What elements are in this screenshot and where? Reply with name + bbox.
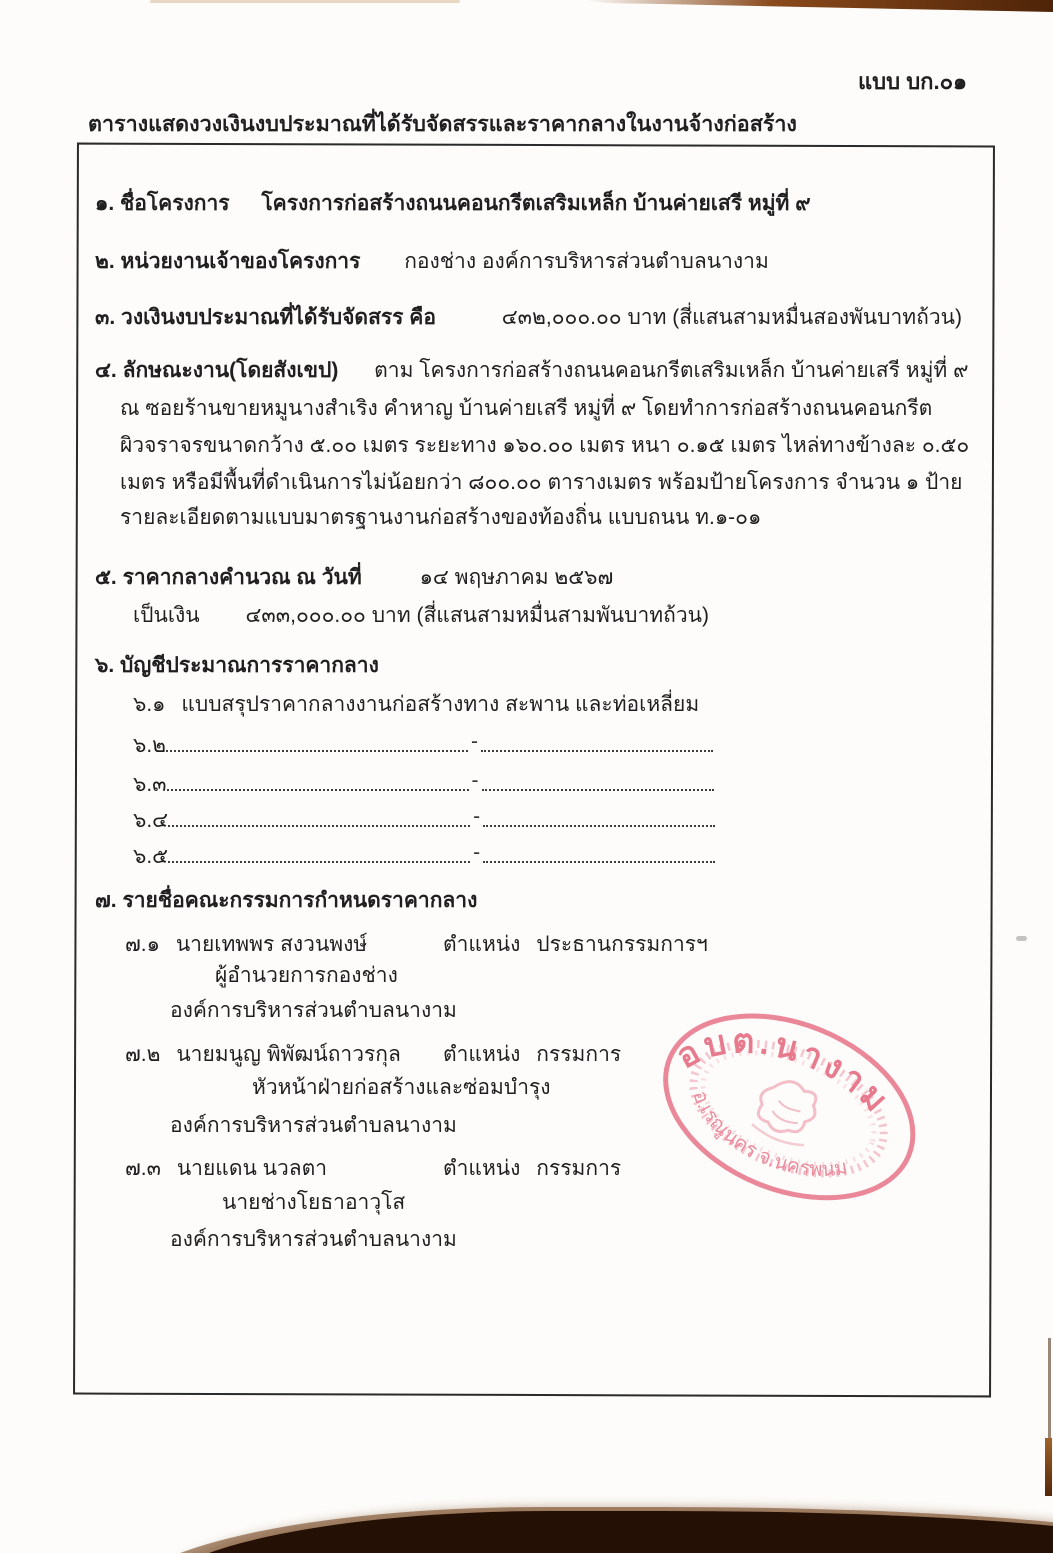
item4-line5: รายละเอียดตามแบบมาตรฐานงานก่อสร้างของท้องถิ่น แบบถนน ท.๑-๐๑ — [120, 506, 762, 529]
item6-sub1-row — [133, 692, 699, 718]
scan-shadow-bottom — [150, 1511, 1053, 1553]
blank-dash: - — [473, 805, 481, 828]
item6-blank-row — [133, 730, 713, 759]
item5-amount-label: เป็นเงิน — [133, 604, 200, 627]
item6-sub2-number: ๖.๒ — [133, 734, 167, 757]
item3-number: ๓. — [95, 306, 116, 329]
item2-number: ๒. — [95, 250, 115, 273]
stamp-bottom-textpath: อ.เรณูนคร จ.นครพนม — [688, 1088, 851, 1182]
item1-label: ชื่อโครงการ — [120, 192, 230, 215]
item3-label: วงเงินงบประมาณที่ได้รับจัดสรร คือ — [121, 306, 436, 329]
item4-line3: ผิวจราจรขนาดกว้าง ๕.๐๐ เมตร ระยะทาง ๑๖๐.๐๐ เมตร หนา ๐.๑๕ เมตร ไหล่ทางข้างละ ๐.๕๐ — [120, 434, 970, 457]
item2-value: กองช่าง องค์การบริหารส่วนตำบลนางาม — [404, 250, 769, 273]
scan-edge-top-left — [150, 0, 460, 3]
member3-title: นายช่างโยธาอาวุโส — [222, 1191, 406, 1214]
dotted-leader — [482, 773, 714, 791]
member2-number: ๗.๒ — [125, 1043, 161, 1066]
item2-row — [95, 249, 769, 275]
item7-row — [95, 888, 477, 914]
member1-position: ประธานกรรมการฯ — [536, 933, 708, 956]
item5-number: ๕. — [95, 566, 117, 589]
item5-row — [95, 565, 613, 591]
item6-label: บัญชีประมาณการราคากลาง — [120, 654, 379, 677]
member3-name: นายแดน นวลตา — [176, 1157, 328, 1180]
member3-org: องค์การบริหารส่วนตำบลนางาม — [170, 1228, 457, 1251]
item4-line2: ณ ซอยร้านขายหมูนางสำเริง คำหาญ บ้านค่ายเสรี หมู่ที่ ๙ โดยทำการก่อสร้างถนนคอนกรีต — [120, 397, 933, 420]
stamp-emblem — [748, 1073, 824, 1150]
item1-number: ๑. — [95, 192, 115, 215]
item1-row — [95, 191, 811, 217]
dotted-leader — [483, 845, 715, 863]
item7-number: ๗. — [95, 889, 117, 912]
dotted-leader — [168, 845, 470, 863]
blank-dash: - — [471, 769, 479, 792]
item7-label: รายชื่อคณะกรรมการกำหนดราคากลาง — [122, 889, 478, 912]
scan-edge-right-lower — [1045, 1438, 1052, 1496]
item6-sub1-text: แบบสรุปราคากลางงานก่อสร้างทาง สะพาน และท่อเหลี่ยม — [181, 693, 700, 716]
position-label: ตำแหน่ง — [443, 1157, 521, 1180]
scan-speck — [1016, 936, 1027, 941]
item5-amount: ๔๓๓,๐๐๐.๐๐ บาท (สี่แสนสามหมื่นสามพันบาทถ้วน) — [245, 604, 709, 627]
stamp-top-textpath: อบต.นางาม — [669, 1022, 898, 1121]
item1-value: โครงการก่อสร้างถนนคอนกรีตเสริมเหล็ก บ้านค่ายเสรี หมู่ที่ ๙ — [261, 192, 811, 215]
member1-position-col — [443, 928, 708, 961]
member3-number: ๗.๓ — [125, 1157, 161, 1180]
dotted-leader — [483, 809, 715, 827]
dotted-leader — [167, 773, 469, 791]
item6-blank-row — [133, 841, 715, 870]
member3-position: กรรมการ — [536, 1157, 622, 1180]
committee-member-row — [125, 928, 993, 961]
document-title: ตารางแสดงวงเงินงบประมาณที่ได้รับจัดสรรและราคากลางในงานจ้างก่อสร้าง — [88, 112, 797, 136]
member2-title: หัวหน้าฝ่ายก่อสร้างและซ่อมบำรุง — [252, 1076, 551, 1099]
member1-org: องค์การบริหารส่วนตำบลนางาม — [170, 999, 457, 1022]
dotted-leader — [166, 734, 468, 752]
item5-amount-row — [133, 603, 709, 629]
member2-org: องค์การบริหารส่วนตำบลนางาม — [170, 1114, 457, 1137]
form-code: แบบ บก.๐๑ — [858, 69, 968, 94]
item3-value: ๔๓๒,๐๐๐.๐๐ บาท (สี่แสนสามหมื่นสองพันบาทถ้วน) — [501, 306, 962, 329]
item4-number: ๔. — [95, 359, 117, 382]
member1-name: นายเทพพร สงวนพงษ์ — [175, 933, 368, 956]
item6-sub3-number: ๖.๓ — [133, 773, 167, 796]
position-label: ตำแหน่ง — [443, 1043, 521, 1066]
item4-line4: เมตร หรือมีพื้นที่ดำเนินการไม่น้อยกว่า ๘๐๐.๐๐ ตารางเมตร พร้อมป้ายโครงการ จำนวน ๑ ป้าย — [120, 471, 963, 494]
item5-label: ราคากลางคำนวณ ณ วันที่ — [122, 566, 362, 589]
scan-edge-right — [1048, 1338, 1051, 1450]
item4-row — [95, 358, 968, 384]
dotted-leader — [168, 809, 470, 827]
scan-edge-top-right — [585, 0, 1053, 12]
item5-date: ๑๔ พฤษภาคม ๒๕๖๗ — [419, 566, 614, 589]
item6-blank-row — [133, 805, 715, 834]
blank-dash: - — [471, 730, 479, 753]
member3-position-col — [443, 1152, 621, 1185]
member2-position: กรรมการ — [536, 1043, 622, 1066]
item6-sub5-number: ๖.๕ — [133, 845, 169, 868]
member1-title: ผู้อำนวยการกองช่าง — [215, 964, 398, 987]
item6-blank-row — [133, 769, 714, 798]
member2-position-col — [443, 1038, 621, 1071]
item3-row — [95, 305, 962, 331]
dotted-leader — [481, 734, 713, 752]
item4-intro: ตาม โครงการก่อสร้างถนนคอนกรีตเสริมเหล็ก บ้านค่ายเสรี หมู่ที่ ๙ — [374, 359, 969, 382]
item2-label: หน่วยงานเจ้าของโครงการ — [120, 250, 361, 273]
member1-number: ๗.๑ — [125, 933, 160, 956]
blank-dash: - — [473, 841, 481, 864]
item4-label: ลักษณะงาน(โดยสังเขป) — [122, 359, 339, 382]
item6-number: ๖. — [95, 654, 115, 677]
position-label: ตำแหน่ง — [443, 933, 521, 956]
member2-name: นายมนูญ พิพัฒน์ถาวรกุล — [176, 1043, 401, 1066]
item6-sub4-number: ๖.๔ — [133, 809, 169, 832]
item6-sub1-number: ๖.๑ — [133, 693, 166, 716]
item6-row — [95, 653, 379, 679]
